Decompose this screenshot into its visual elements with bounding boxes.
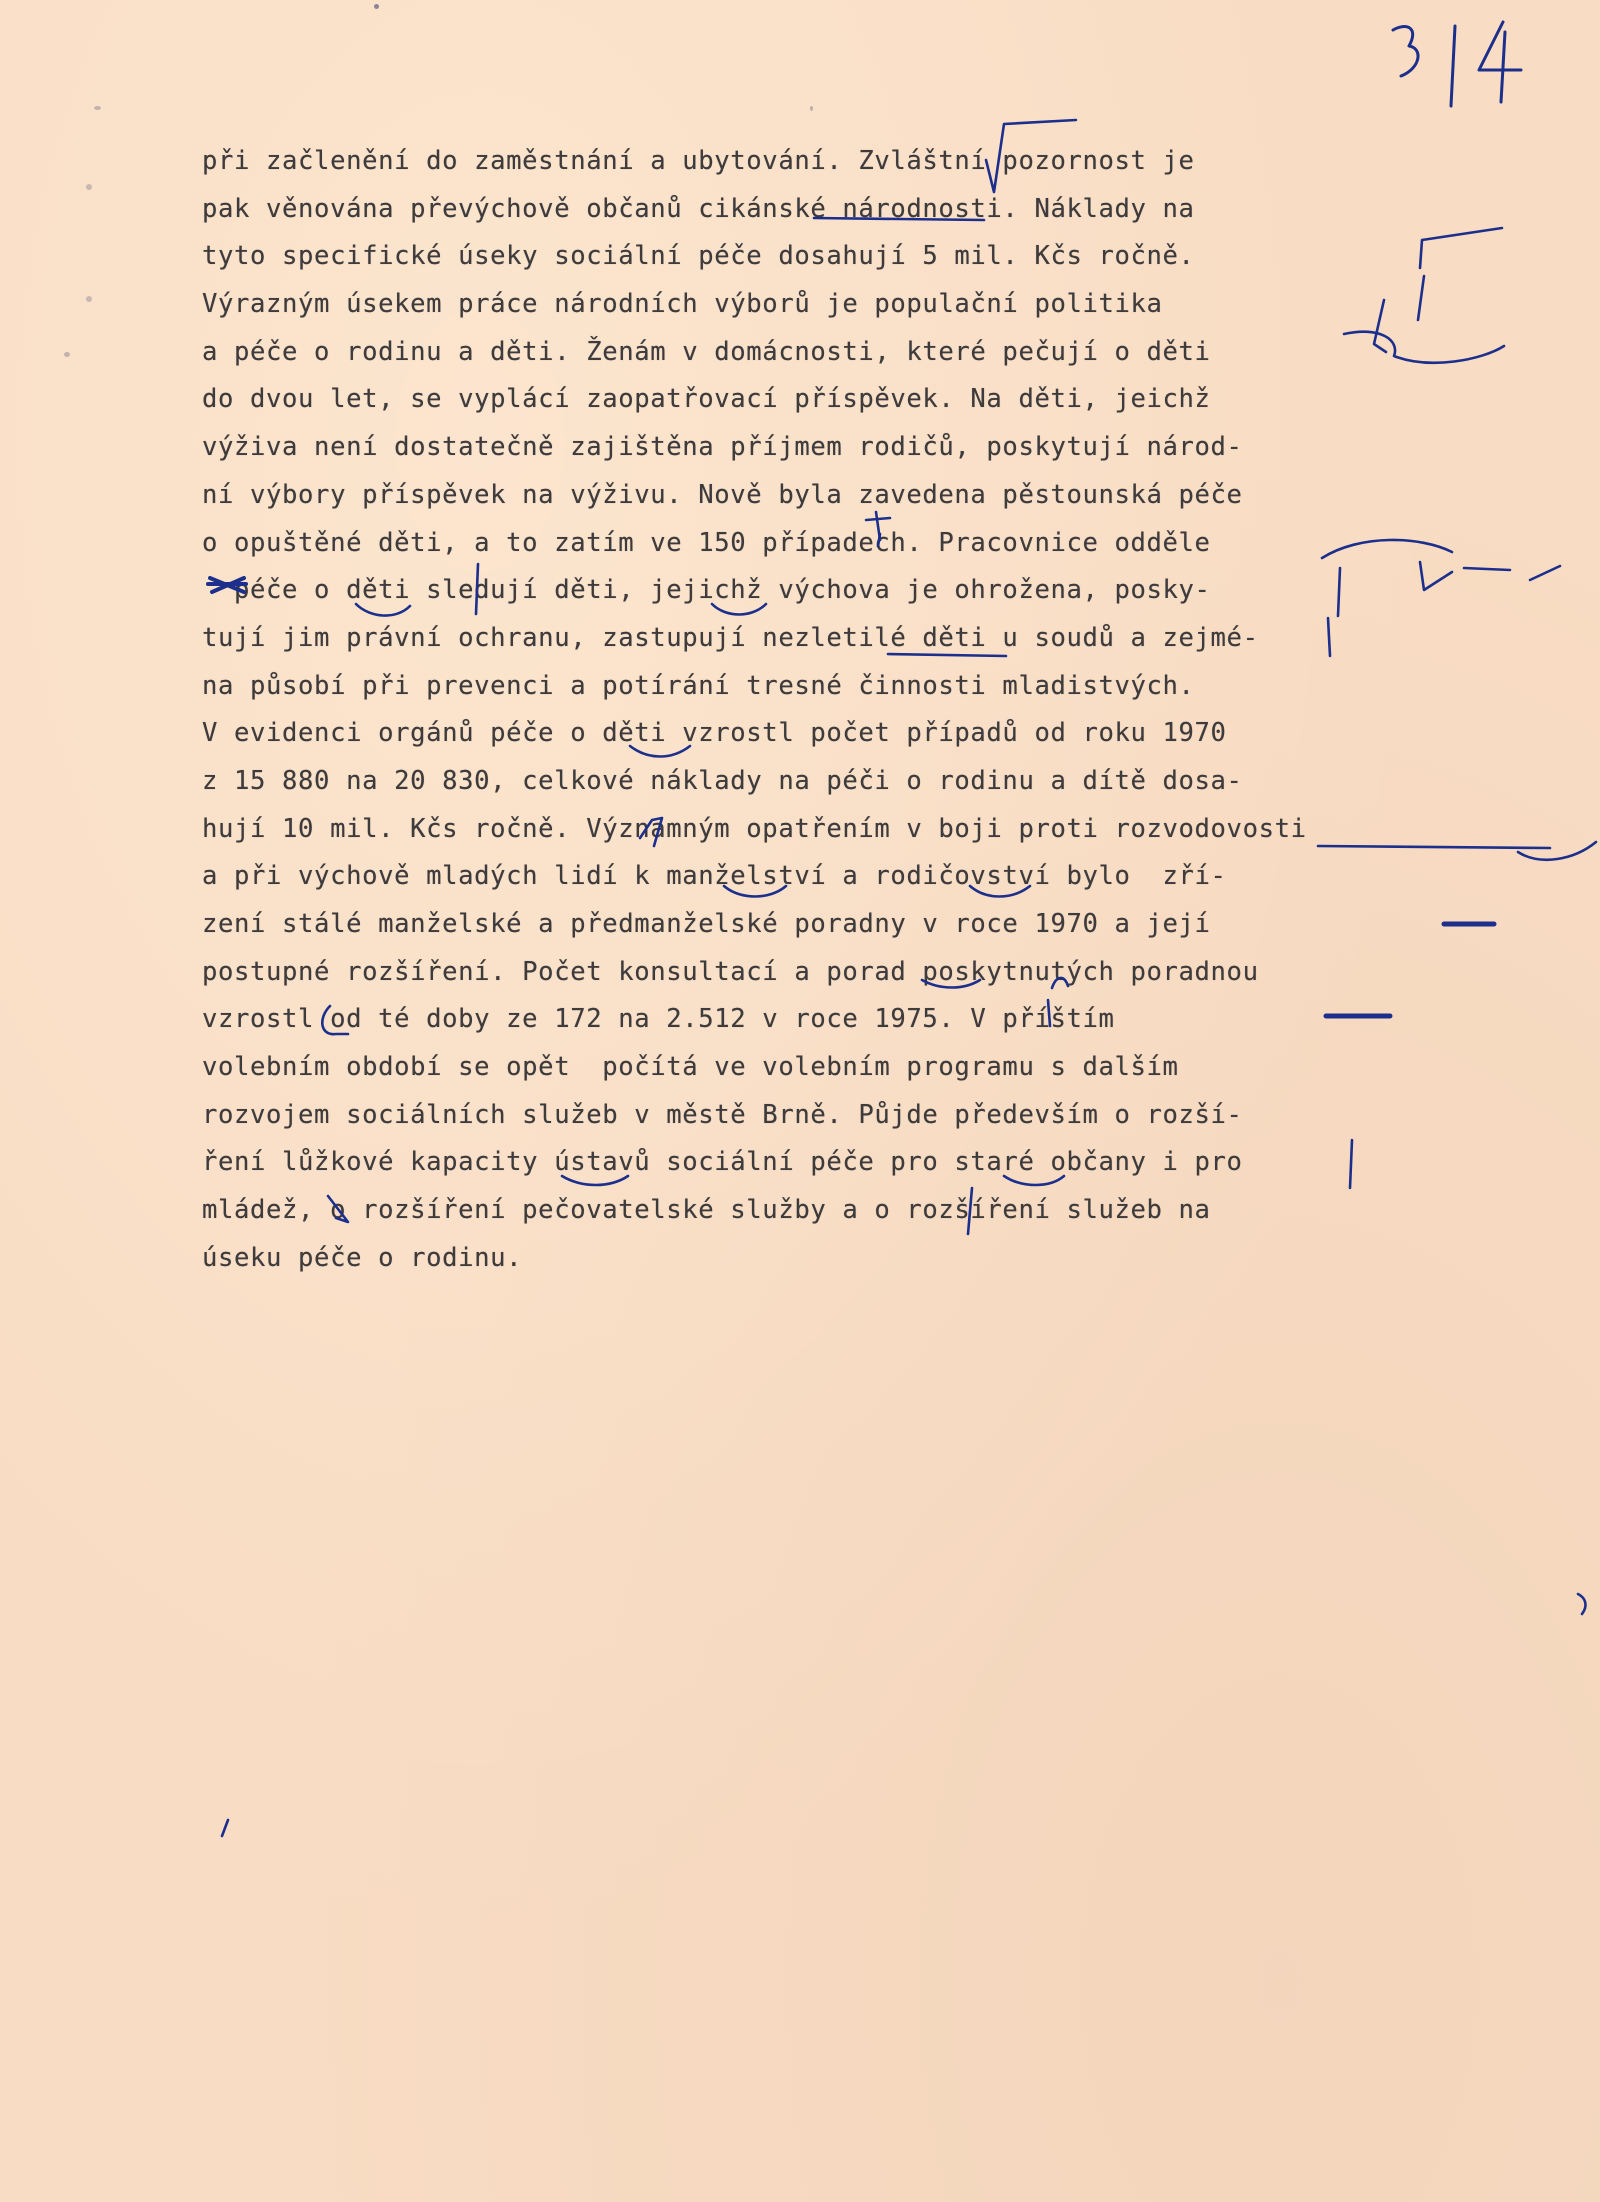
- text-line: tyto specifické úseky sociální péče dosahují 5 mil. Kčs ročně.: [202, 241, 1195, 272]
- text-line: při začlenění do zaměstnání a ubytování. Zvláštní pozornost je: [202, 146, 1195, 176]
- correction-mark: [1518, 842, 1596, 860]
- paper-speck: [374, 4, 379, 9]
- paper-speck: [86, 296, 92, 302]
- stray-mark: [222, 1820, 228, 1836]
- text-line: výživa není dostatečně zajištěna příjmem rodičů, poskytují národ-: [202, 432, 1243, 463]
- text-line: úseku péče o rodinu.: [202, 1242, 523, 1273]
- handwritten-page-number: [1385, 18, 1535, 118]
- text-line: vzrostl od té doby ze 172 na 2.512 v roce 1975. V příštím: [202, 1004, 1115, 1035]
- text-line: zení stálé manželské a předmanželské poradny v roce 1970 a její: [202, 909, 1211, 939]
- text-line: a péče o rodinu a děti. Ženám v domácnosti, které pečují o děti: [202, 336, 1211, 367]
- text-line: postupné rozšíření. Počet konsultací a porad poskytnutých poradnou: [202, 956, 1259, 987]
- paper-speck: [64, 352, 70, 357]
- text-line: z 15 880 na 20 830, celkové náklady na péči o rodinu a dítě dosa-: [202, 765, 1243, 796]
- text-line: a při výchově mladých lidí k manželství a rodičovství bylo zří-: [202, 861, 1227, 892]
- text-line: volebním období se opět počítá ve volebním programu s dalším: [202, 1052, 1179, 1083]
- text-line: o opuštěné děti, a to zatím ve 150 případech. Pracovnice odděle: [202, 527, 1211, 558]
- paper-speck: [86, 184, 92, 190]
- page-number-handwriting: [1385, 18, 1535, 118]
- paper-speck: [94, 106, 101, 110]
- typed-body-text: [202, 138, 1512, 1283]
- text-line: hují 10 mil. Kčs ročně. Významným opatřením v boji proti rozvodovosti: [202, 813, 1307, 844]
- text-line: mládež, o rozšíření pečovatelské služby a o rozšíření služeb na: [202, 1195, 1211, 1226]
- text-line: rozvojem sociálních služeb v městě Brně. Půjde především o rozší-: [202, 1099, 1243, 1130]
- paper-speck: [810, 106, 813, 111]
- text-line: tují jim právní ochranu, zastupují nezletilé děti u soudů a zejmé-: [202, 622, 1259, 653]
- text-line: péče o děti sledují děti, jejichž výchova je ohrožena, posky-: [202, 575, 1211, 606]
- text-line: do dvou let, se vyplácí zaopatřovací příspěvek. Na děti, jeichž: [202, 384, 1211, 415]
- margin-note-stroke: [1530, 566, 1560, 580]
- text-line: na působí při prevenci a potírání tresné činnosti mladistvých.: [202, 670, 1195, 701]
- text-line: Výrazným úsekem práce národních výborů je populační politika: [202, 289, 1163, 320]
- text-line: ření lůžkové kapacity ústavů sociální péče pro staré občany i pro: [202, 1147, 1243, 1178]
- text-line: pak věnována převýchově občanů cikánské národnosti. Náklady na: [202, 193, 1195, 224]
- text-line: ní výbory příspěvek na výživu. Nově byla zavedena pěstounská péče: [202, 479, 1243, 510]
- text-line: V evidenci orgánů péče o děti vzrostl počet případů od roku 1970: [202, 718, 1227, 749]
- stray-mark: [1578, 1594, 1585, 1614]
